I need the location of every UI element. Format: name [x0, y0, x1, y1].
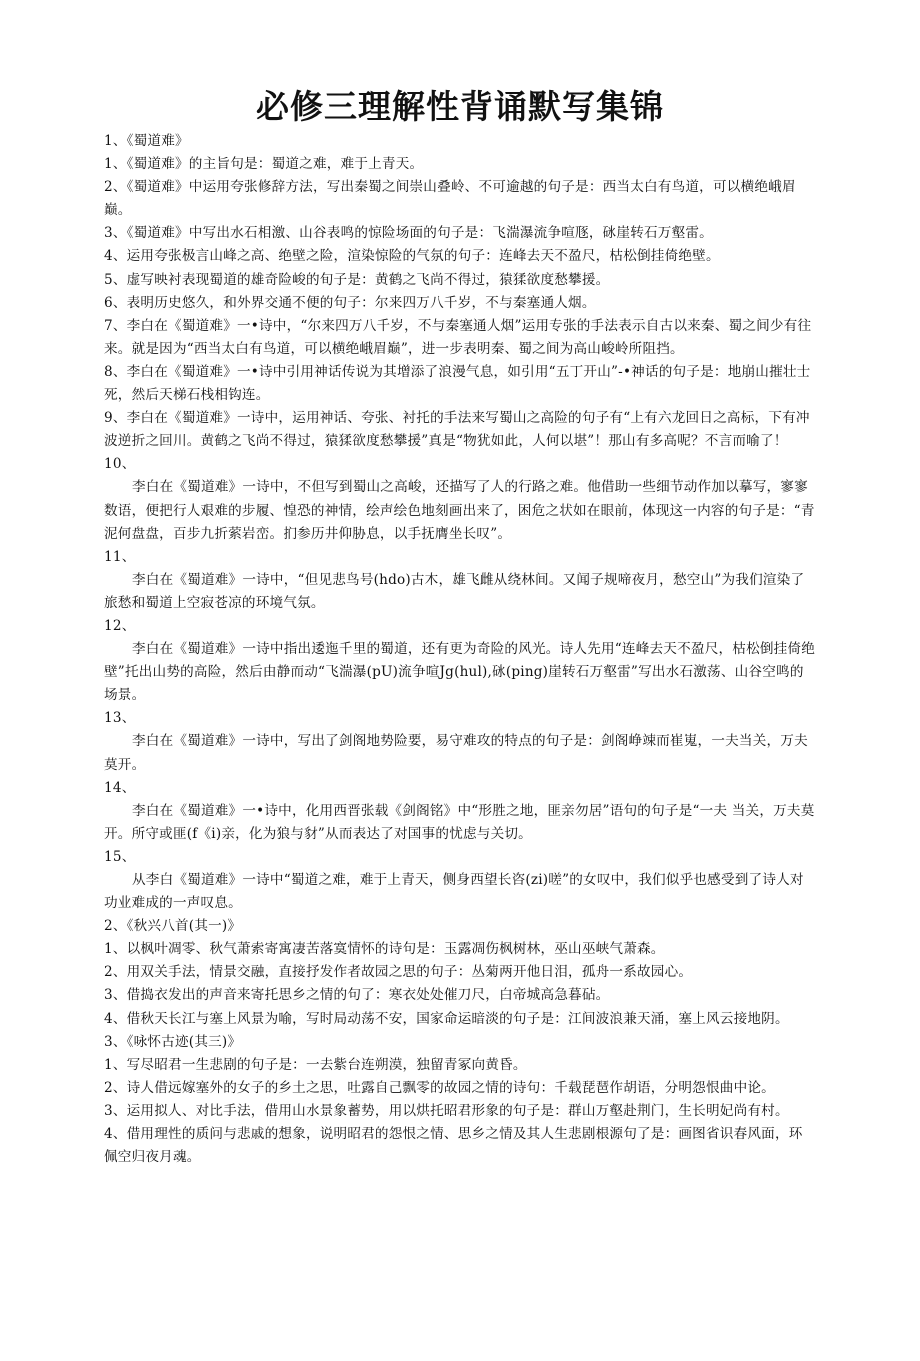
section-heading: 3、《咏怀古迹(其三)》	[104, 1033, 242, 1050]
text-line: 4、运用夸张极言山峰之高、绝壁之险，渲染惊险的气氛的句子：连峰去天不盈尺，枯松倒挂倚绝壁。	[104, 248, 720, 265]
text-line: 4、借用理性的质问与悲戚的想象，说明昭君的怨恨之情、思乡之情及其人生悲剧根源句了是：画图省识春风面，环佩空归夜月魂。	[104, 1126, 803, 1166]
document-body	[104, 130, 816, 1169]
text-line: 11、	[104, 548, 136, 565]
text-line: 4、借秋天长江与塞上风景为喻，写时局动荡不安，国家命运暗淡的句子是：江间波浪兼天涌，塞上风云接地阴。	[104, 1010, 789, 1027]
text-line: 1、以枫叶凋零、秋气萧索寄寓凄苦落寞情怀的诗句是：玉露凋伤枫树林，巫山巫峡气萧森。	[104, 941, 665, 958]
indented-paragraph: 李白在《蜀道难》一诗中，不但写到蜀山之高峻，还描写了人的行路之难。他借助一些细节动作加以摹写，寥寥数语，便把行人艰难的步履、惶恐的神情，绘声绘色地刻画出来了，困危之状如在眼前，体现这一内容的句子是：“青泥何盘盘，百步九折萦岩峦。扪参历井仰胁息，以手抚膺坐长叹”。	[104, 479, 815, 542]
text-line: 9、李白在《蜀道难》一诗中，运用神话、夸张、衬托的手法来写蜀山之高险的句子有“上有六龙回日之高标，下有冲波逆折之回川。黄鹤之飞尚不得过，猿猱欲度愁攀援”真是“物犹如此，人何以堪”！那山有多高呢？不言而喻了！	[104, 410, 810, 450]
text-line: 10、	[104, 456, 136, 473]
indented-paragraph: 李白在《蜀道难》一诗中指出逶迤千里的蜀道，还有更为奇险的风光。诗人先用“连峰去天不盈尺，枯松倒挂倚绝壁”托出山势的高险，然后由静而动“飞湍瀑(pU)流争喧Jg(hul),砯(ping)崖转石万壑雷”写出水石激荡、山谷空鸣的场景。	[104, 641, 816, 704]
indented-paragraph: 从李白《蜀道难》一诗中“蜀道之难，难于上青天，侧身西望长咨(zi)嗟”的女叹中，我们似乎也感受到了诗人对功业难成的一声叹息。	[104, 872, 804, 912]
indented-paragraph: 李白在《蜀道难》一•诗中，化用西晋张载《剑阁铭》中“形胜之地，匪亲勿居”语句的句子是“一夫 当关，万夫莫开。所守或匪(f《i)亲，化为狼与豺”从而表达了对国事的忧虑与关切。	[104, 802, 815, 842]
text-line: 1、《蜀道难》的主旨句是：蜀道之难，难于上青天。	[104, 156, 424, 173]
text-line: 14、	[104, 779, 136, 796]
section-heading: 1、《蜀道难》	[104, 133, 189, 149]
text-line: 8、李白在《蜀道难》一•诗中引用神话传说为其增添了浪漫气息，如引用“五丁开山”-•神话的句子是：地崩山摧壮士死，然后天梯石栈相钩连。	[104, 363, 811, 404]
text-line: 3、借捣衣发出的声音来寄托思乡之情的句了：寒衣处处催刀尺，白帝城高急暮砧。	[104, 987, 610, 1004]
text-line: 15、	[104, 848, 136, 865]
text-line: 3、运用拟人、对比手法，借用山水景象蓄势，用以烘托昭君形象的句子是：群山万壑赴荆门，生长明妃尚有村。	[104, 1102, 789, 1119]
text-line: 12、	[104, 617, 136, 634]
text-line: 1、写尽昭君一生悲剧的句子是：一去紫台连朔漠，独留青冢向黄昏。	[104, 1056, 527, 1073]
text-line: 2、《蜀道难》中运用夸张修辞方法，写出秦蜀之间崇山叠岭、不可逾越的句子是：西当太白有鸟道，可以横绝峨眉巅。	[104, 179, 796, 219]
indented-paragraph: 李白在《蜀道难》一诗中，写出了剑阁地势险要，易守难攻的特点的句子是：剑阁峥竦而崔嵬，一夫当关，万夫莫开。	[104, 733, 808, 773]
section-heading: 2、《秋兴八首(其一)》	[104, 918, 242, 935]
text-line: 6、表明历史悠久，和外界交通不便的句子：尔来四万八千岁，不与秦塞通人烟。	[104, 294, 596, 311]
text-line: 13、	[104, 710, 136, 727]
text-line: 7、李白在《蜀道难》一•诗中，“尔来四万八千岁，不与秦塞通人烟”运用专张的手法表示自古以来秦、蜀之间少有往来。就是因为“西当太白有鸟道，可以横绝峨眉巅”，进一步表明秦、蜀之间为高山峻岭所阻挡。	[104, 317, 812, 357]
indented-paragraph: 李白在《蜀道难》一诗中，“但见悲鸟号(hdo)古木，雄飞雌从绕林间。又闻子规啼夜月，愁空山”为我们渲染了旅愁和蜀道上空寂苍凉的环境气氛。	[104, 571, 805, 611]
document-title: 必修三理解性背诵默写集锦	[256, 87, 664, 126]
text-line: 5、虚写映衬表现蜀道的雄奇险峻的旬子是：黄鹤之飞尚不得过，猿猱欲度愁攀援。	[104, 271, 610, 288]
text-line: 2、用双关手法，情景交融，直接抒发作者故园之思的句子：丛菊两开他日泪，孤舟一系故园心。	[104, 964, 693, 981]
text-line: 2、诗人借远嫁塞外的女子的乡土之思，吐露自己飘零的故园之情的诗句：千载琵琶作胡语，分明怨恨曲中论。	[104, 1079, 775, 1096]
text-line: 3、《蜀道难》中写出水石相激、山谷表鸣的惊险场面的句子是：飞湍瀑流争喧豗，砯崖转石万壑雷。	[104, 225, 713, 242]
